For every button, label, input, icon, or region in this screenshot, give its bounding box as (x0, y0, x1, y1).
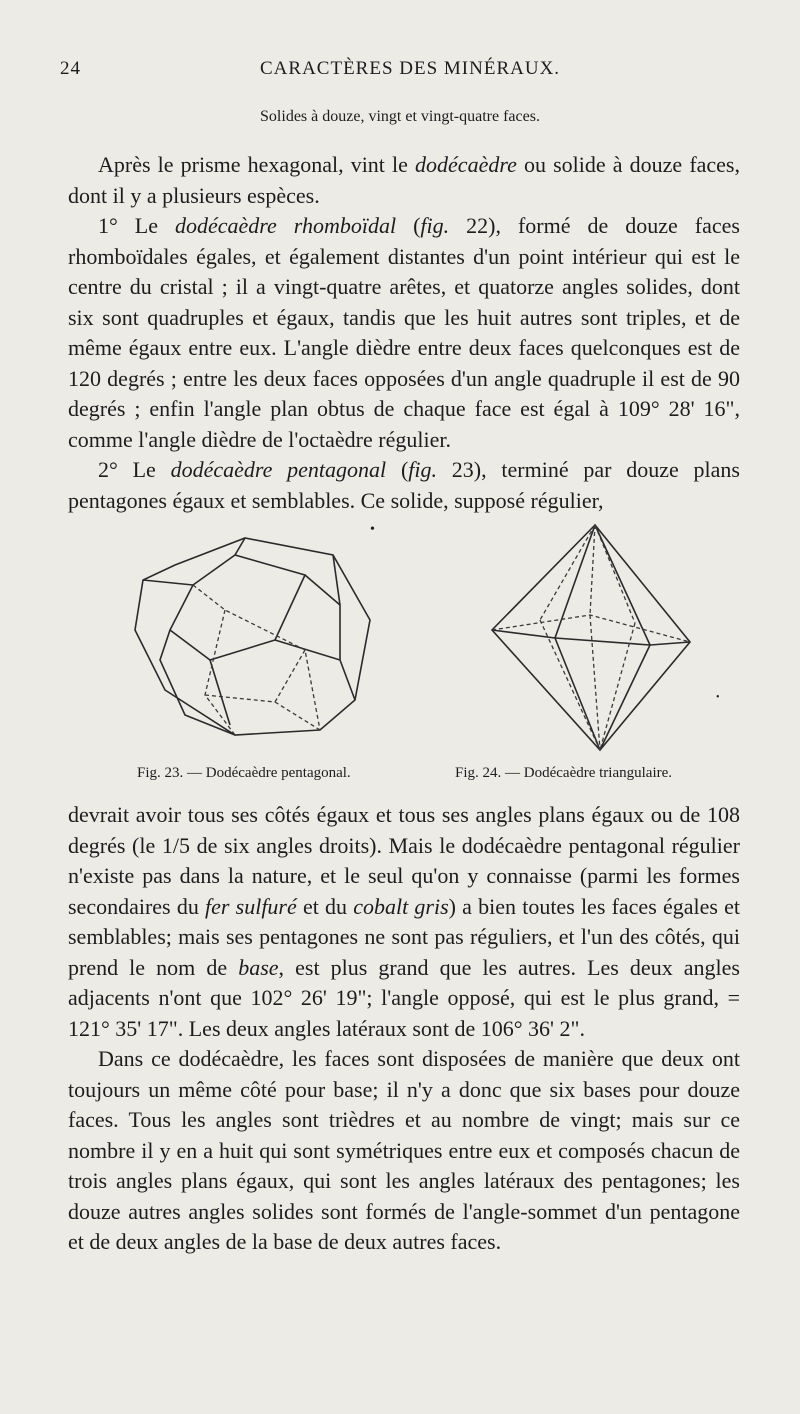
ref-close: 22), (449, 213, 518, 238)
page-number: 24 (60, 58, 81, 79)
paragraph-number: 2° Le (98, 457, 171, 482)
intro-term: dodécaèdre (415, 152, 517, 177)
paragraph-text: formé de douze faces rhomboïdales égales, et également distantes d'un point intérieur qui est le centre du cristal ; il a vingt-quatre arêtes, et quatorze angles solides, dont six sont quadruples et égaux, tandis que les huit autres sont triples, et de même égaux entre eux. L'angle dièdre entre deux faces quelconques est de 120 degrés ; entre les deux faces opposées d'un angle quadruple il est de 90 degrés ; enfin l'angle plan obtus de chaque face est égal à 109° 28' 16", comme l'angle dièdre de l'octaèdre régulier. (68, 213, 740, 452)
text-block-lower (68, 800, 740, 1258)
figure-24-caption: Fig. 24. — Dodécaèdre triangulaire. (455, 765, 673, 781)
figure-23-caption: Fig. 23. — Dodécaèdre pentagonal. (137, 765, 351, 781)
paragraph-pentagonal (68, 455, 740, 516)
paragraph-text: devrait avoir tous ses côtés égaux et tous ses angles plans égaux ou de 108 degrés (le 1/5 de six angles droits). Mais le dodécaèdre pentagonal régulier n'existe pas dans la nature, et le seul qu'on y connaisse (parmi les formes secondaires du (68, 802, 740, 919)
print-speck: • (716, 692, 720, 703)
paragraph-continuation (68, 800, 740, 1044)
page-header (60, 58, 760, 88)
figure-ref: fig. (408, 457, 437, 482)
intro-paragraph (68, 150, 740, 211)
print-speck: • (370, 522, 375, 537)
figure-24 (455, 520, 700, 781)
paragraph-faces: Dans ce dodécaèdre, les faces sont disposées de manière que deux ont toujours un même côté pour base; il n'y a donc que six bases pour douze faces. Tous les angles sont trièdres et au nombre de vingt; mais sur ce nombre il y en a huit qui sont symétriques entre eux et composés chacun de trois angles plans égaux, qui sont les angles latéraux des pentagones; les douze autres angles solides sont formés de l'angle-sommet d'un pentagone et de deux angles de la base de deux autres faces. (68, 1046, 740, 1254)
paragraph-rhomboidal (68, 211, 740, 455)
paragraph-text: et du (296, 893, 354, 919)
term-fer-sulfure: fer sulfuré (205, 893, 297, 919)
text-block-upper (68, 150, 740, 516)
figure-23 (125, 520, 385, 781)
triangular-dodecahedron-drawing (480, 520, 700, 760)
intro-text: Après le prisme hexagonal, vint le (98, 152, 416, 177)
paragraph-number: 1° Le (98, 213, 175, 238)
pentagonal-dodecahedron-drawing (125, 520, 385, 760)
term-base: base (238, 954, 279, 980)
paragraph-text: ) a bien toutes les faces égales et semblables; mais ses pentagones ne sont pas réguliers, et l'un des côtés, qui prend le nom de (68, 893, 740, 980)
intro-text-end: ou solide à douze faces, dont il y a plusieurs espèces. (68, 152, 740, 208)
paragraph-text: terminé par douze plans pentagones égaux et semblables. Ce solide, supposé régulier, (68, 457, 740, 513)
term-rhomboidal: dodécaèdre rhomboïdal (175, 213, 397, 238)
running-head: CARACTÈRES DES MINÉRAUX. (260, 58, 561, 79)
term-cobalt-gris: cobalt gris (353, 893, 449, 919)
figures-row (0, 520, 800, 780)
term-pentagonal: dodécaèdre pentagonal (170, 457, 387, 482)
ref-close: 23), (437, 457, 502, 482)
ref-open: ( (386, 457, 409, 482)
paragraph-text: , est plus grand que les autres. Les deux angles adjacents n'ont que 102° 26' 19"; l'angle opposé, qui est le plus grand, = 121° 35' 17". Les deux angles latéraux sont de 106° 36' 2". (68, 954, 740, 1041)
figure-ref: fig. (420, 213, 450, 238)
ref-open: ( (396, 213, 421, 238)
section-subheading: Solides à douze, vingt et vingt-quatre faces. (260, 108, 540, 125)
